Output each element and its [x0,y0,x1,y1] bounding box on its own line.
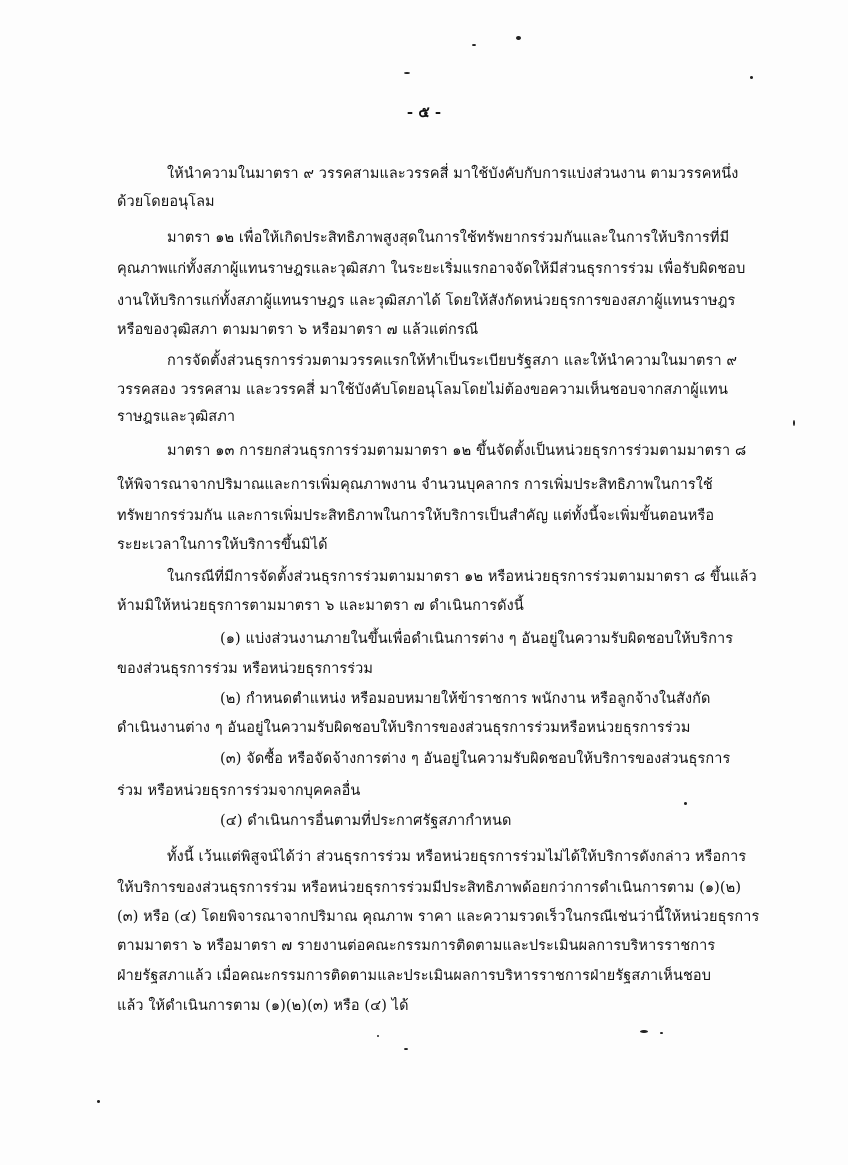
text-line: (๓) หรือ (๔) โดยพิจารณาจากปริมาณ คุณภาพ ราคา และความรวดเร็วในกรณีเช่นว่านี้ให้หน่วยธุรการ [117,909,760,925]
page-number: - ๕ - [406,103,442,121]
text-line: ร่วม หรือหน่วยธุรการร่วมจากบุคคลอื่น [117,783,361,799]
text-line: ให้บริการของส่วนธุรการร่วม หรือหน่วยธุรการร่วมมีประสิทธิภาพด้อยกว่าการดำเนินการตาม (๑)(๒) [117,880,742,896]
scan-speck [97,1100,100,1103]
text-line: (๓) จัดซื้อ หรือจัดจ้างการต่าง ๆ อันอยู่ในความรับผิดชอบให้บริการของส่วนธุรการ [220,751,731,767]
text-line: ฝ่ายรัฐสภาแล้ว เมื่อคณะกรรมการติดตามและประเมินผลการบริหารราชการฝ่ายรัฐสภาเห็นชอบ [117,968,712,984]
text-line: มาตรา ๑๓ การยกส่วนธุรการร่วมตามมาตรา ๑๒ ขึ้นจัดตั้งเป็นหน่วยธุรการร่วมตามมาตรา ๘ [167,443,747,459]
text-line: หรือของวุฒิสภา ตามมาตรา ๖ หรือมาตรา ๗ แล้วแต่กรณี [117,322,479,338]
scan-speck [472,44,476,46]
text-line: มาตรา ๑๒ เพื่อให้เกิดประสิทธิภาพสูงสุดในการใช้ทรัพยากรร่วมกันและในการให้บริการที่มี [167,230,730,246]
text-line: ของส่วนธุรการร่วม หรือหน่วยธุรการร่วม [117,661,374,677]
text-line: ตามมาตรา ๖ หรือมาตรา ๗ รายงานต่อคณะกรรมการติดตามและประเมินผลการบริหารราชการ [117,938,716,954]
text-line: คุณภาพแก่ทั้งสภาผู้แทนราษฎรและวุฒิสภา ในระยะเริ่มแรกอาจจัดให้มีส่วนธุรการร่วม เพื่อรับผิดชอบ [117,261,746,277]
scan-speck [377,1035,379,1037]
text-line: (๒) กำหนดตำแหน่ง หรือมอบหมายให้ข้าราชการ พนักงาน หรือลูกจ้างในสังกัด [220,691,711,707]
text-line: ด้วยโดยอนุโลม [117,194,215,210]
scan-speck [660,1032,663,1034]
text-line: (๔) ดำเนินการอื่นตามที่ประกาศรัฐสภากำหนด [220,813,512,829]
text-line: แล้ว ให้ดำเนินการตาม (๑)(๒)(๓) หรือ (๔) ได้ [117,998,409,1014]
text-line: การจัดตั้งส่วนธุรการร่วมตามวรรคแรกให้ทำเป็นระเบียบรัฐสภา และให้นำความในมาตรา ๙ [167,353,738,369]
scan-speck [404,72,410,74]
text-line: ให้นำความในมาตรา ๙ วรรคสามและวรรคสี่ มาใช้บังคับกับการแบ่งส่วนงาน ตามวรรคหนึ่ง [167,166,739,182]
scan-speck [793,420,795,426]
text-line: ในกรณีที่มีการจัดตั้งส่วนธุรการร่วมตามมาตรา ๑๒ หรือหน่วยธุรการร่วมตามมาตรา ๘ ขึ้นแล้ว [167,569,757,585]
scan-speck [750,76,753,79]
text-line: วรรคสอง วรรคสาม และวรรคสี่ มาใช้บังคับโดยอนุโลมโดยไม่ต้องขอความเห็นชอบจากสภาผู้แทน [117,382,728,398]
scan-speck [684,802,687,805]
scan-speck [640,1030,648,1033]
text-line: ราษฎรและวุฒิสภา [117,409,236,425]
text-line: ทั้งนี้ เว้นแต่พิสูจน์ได้ว่า ส่วนธุรการร่วม หรือหน่วยธุรการร่วมไม่ได้ให้บริการดังกล่าว หรือการ [167,849,747,865]
text-line: ให้พิจารณาจากปริมาณและการเพิ่มคุณภาพงาน จำนวนบุคลากร การเพิ่มประสิทธิภาพในการใช้ [117,477,713,493]
text-line: (๑) แบ่งส่วนงานภายในขึ้นเพื่อดำเนินการต่าง ๆ อันอยู่ในความรับผิดชอบให้บริการ [220,631,734,647]
text-line: ระยะเวลาในการให้บริการขึ้นมิได้ [117,537,328,553]
text-line: ทรัพยากรร่วมกัน และการเพิ่มประสิทธิภาพในการให้บริการเป็นสำคัญ แต่ทั้งนี้จะเพิ่มขั้นตอนหรือ [117,508,715,524]
text-line: ดำเนินงานต่าง ๆ อันอยู่ในความรับผิดชอบให้บริการของส่วนธุรการร่วมหรือหน่วยธุรการร่วม [117,720,691,736]
scan-speck [404,1048,408,1050]
text-line: งานให้บริการแก่ทั้งสภาผู้แทนราษฎร และวุฒิสภาได้ โดยให้สังกัดหน่วยธุรการของสภาผู้แทนราษฎร [117,293,736,309]
text-line: ห้ามมิให้หน่วยธุรการตามมาตรา ๖ และมาตรา ๗ ดำเนินการดังนี้ [117,598,524,614]
scan-speck [516,36,521,40]
